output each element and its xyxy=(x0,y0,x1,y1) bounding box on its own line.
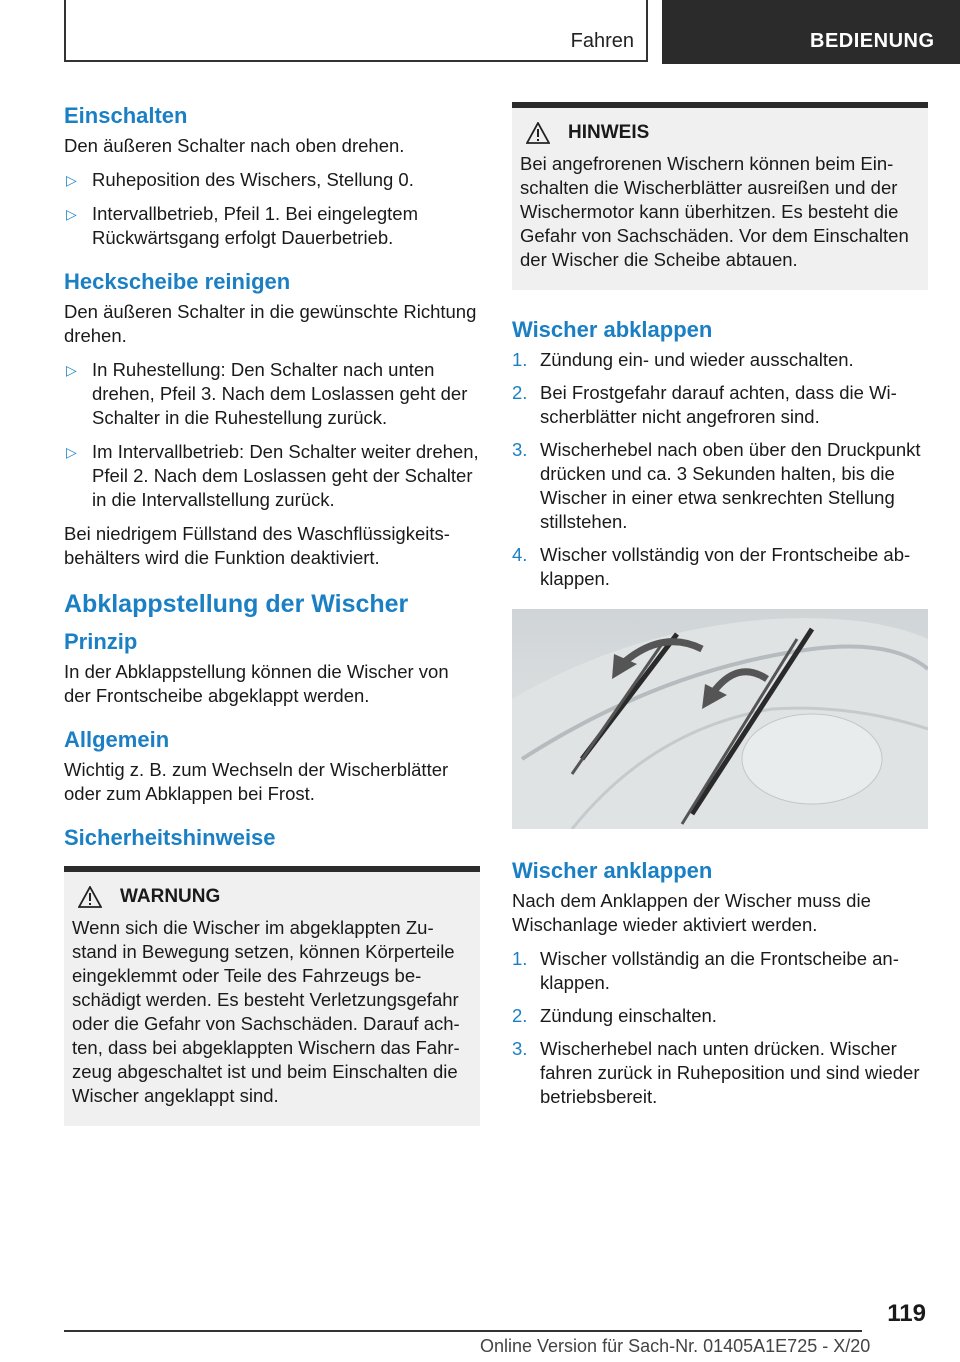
list-item: ▷ Intervallbetrieb, Pfeil 1. Bei eingelegtem Rückwärtsgang erfolgt Dauerbetrieb. xyxy=(66,203,418,248)
warning-title xyxy=(72,886,470,908)
list-item: 3. Wischerhebel nach unten drücken. Wischer fahren zurück in Ruheposition und sind wieder betriebsbereit. xyxy=(512,1038,920,1107)
section-einschalten xyxy=(64,102,480,250)
notice-label: HINWEIS xyxy=(568,122,650,143)
section-wischer-abklappen xyxy=(512,316,928,591)
list-heckscheibe xyxy=(64,358,480,512)
notice-title xyxy=(520,122,918,144)
heading-wischer-anklappen: Wischer anklappen xyxy=(512,858,713,883)
heading-allgemein: Allgemein xyxy=(64,727,170,752)
text-einschalten: Den äußeren Schalter nach oben drehen. xyxy=(64,135,405,156)
heading-sicherheitshinweise: Sicherheitshinweise xyxy=(64,825,276,850)
triangle-right-icon: ▷ xyxy=(66,172,77,188)
list-item: 1. Zündung ein- und wieder ausschalten. xyxy=(512,349,854,370)
note-heckscheibe: Bei niedrigem Füllstand des Waschflüssigkeitsbehälters wird die Funktion deaktiviert. xyxy=(64,523,450,568)
list-item: ▷ Ruheposition des Wischers, Stellung 0. xyxy=(66,169,414,190)
text-allgemein: Wichtig z. B. zum Wechseln der Wischerblätter oder zum Abklappen bei Frost. xyxy=(64,759,449,804)
warning-text: Wenn sich die Wischer im abgeklappten Zustand in Bewegung setzen, können Körperteile eingeklemmt oder Teile des Fahrzeugs beschädigt werden. Es besteht Verletzungsgefahr oder die Gefahr von Sachschäden. Darauf achten, dass bei abgeklappten Wischern das Fahrzeug abgeschaltet ist und beim Einschalten die Wischer angeklappt sind. xyxy=(72,917,460,1106)
heading-einschalten: Einschalten xyxy=(64,103,188,128)
heading-wischer-abklappen: Wischer abklappen xyxy=(512,317,713,342)
right-column xyxy=(512,102,928,1118)
heading-prinzip: Prinzip xyxy=(64,629,138,654)
footer-divider xyxy=(64,1330,862,1332)
list-item: 3. Wischerhebel nach oben über den Druckpunkt drücken und ca. 3 Sekunden halten, bis die Wischer in einer etwa senkrechten Stellung stillstehen. xyxy=(512,439,921,532)
text-heckscheibe: Den äußeren Schalter in die gewünschte Richtung drehen. xyxy=(64,301,477,346)
header-section-tab xyxy=(662,0,960,64)
warning-box xyxy=(64,866,480,1126)
section-prinzip xyxy=(64,628,480,708)
triangle-right-icon: ▷ xyxy=(66,206,77,222)
section-heckscheibe xyxy=(64,268,480,570)
wiper-illustration xyxy=(512,609,928,829)
warning-triangle-icon xyxy=(78,886,102,908)
header-chapter-tab xyxy=(64,0,648,62)
footer-text: Online Version für Sach-Nr. 01405A1E725 - X/20 xyxy=(480,1336,871,1356)
header-chapter: Fahren xyxy=(570,30,634,52)
triangle-right-icon: ▷ xyxy=(66,362,77,378)
list-item: 2. Zündung einschalten. xyxy=(512,1005,717,1026)
section-allgemein xyxy=(64,726,480,806)
heading-heckscheibe: Heckscheibe reinigen xyxy=(64,269,291,294)
section-wischer-anklappen xyxy=(512,857,928,1109)
list-einschalten xyxy=(64,168,480,250)
steps-abklappen xyxy=(512,348,928,591)
text-prinzip: In der Abklappstellung können die Wischer von der Frontscheibe abgeklappt werden. xyxy=(64,661,449,706)
steps-anklappen xyxy=(512,947,928,1109)
list-item: 4. Wischer vollständig von der Frontscheibe abklappen. xyxy=(512,544,911,589)
heading-abklappstellung: Abklappstellung der Wischer xyxy=(64,590,409,618)
list-item: ▷ Im Intervallbetrieb: Den Schalter weiter drehen, Pfeil 2. Nach dem Loslassen geht der Schalter in die Intervallstellung zurück. xyxy=(66,441,479,510)
list-item: 1. Wischer vollständig an die Frontscheibe anklappen. xyxy=(512,948,899,993)
warning-label: WARNUNG xyxy=(120,886,221,907)
warning-triangle-icon xyxy=(526,122,550,144)
notice-text: Bei angefrorenen Wischern können beim Einschalten die Wischerblätter ausreißen und der Wischermotor kann überhitzen. Es besteht die Gefahr von Sachschäden. Vor dem Einschalten der Wischer die Scheibe abtauen. xyxy=(520,153,909,270)
text-anklappen: Nach dem Anklappen der Wischer muss die Wischanlage wieder aktiviert werden. xyxy=(512,890,871,935)
list-item: 2. Bei Frostgefahr darauf achten, dass die Wischerblätter nicht angefroren sind. xyxy=(512,382,897,427)
triangle-right-icon: ▷ xyxy=(66,444,77,460)
page-number: 119 xyxy=(887,1300,926,1327)
header-section: BEDIENUNG xyxy=(810,30,935,52)
list-item: ▷ In Ruhestellung: Den Schalter nach unten drehen, Pfeil 3. Nach dem Loslassen geht der Schalter in die Ruhestellung zurück. xyxy=(66,359,468,428)
left-column xyxy=(64,102,480,1126)
notice-box xyxy=(512,102,928,290)
